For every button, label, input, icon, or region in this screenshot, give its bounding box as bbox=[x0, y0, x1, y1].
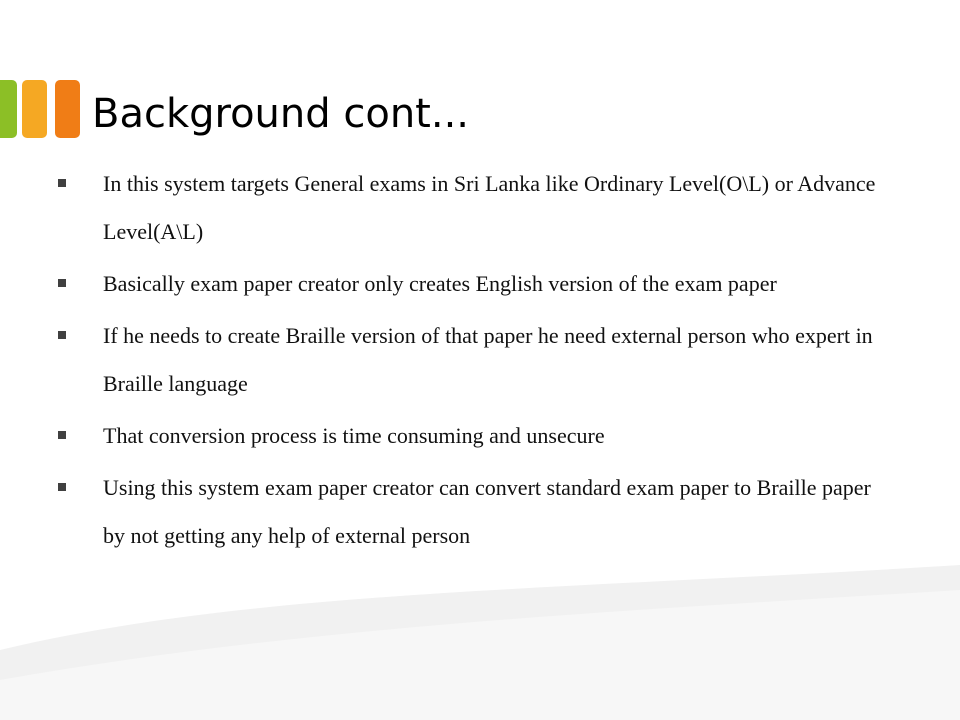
bullet-item bbox=[58, 464, 888, 560]
bullet-item bbox=[58, 312, 888, 408]
bullet-item bbox=[58, 412, 888, 460]
bullet-text: That conversion process is time consuming and unsecure bbox=[103, 423, 605, 448]
square-bullet-icon bbox=[58, 483, 66, 491]
bullet-list bbox=[58, 160, 888, 564]
accent-bar-yellow bbox=[22, 80, 47, 138]
bullet-item bbox=[58, 260, 888, 308]
bullet-item bbox=[58, 160, 888, 256]
bullet-text: Using this system exam paper creator can convert standard exam paper to Braille paper by not getting any help of external person bbox=[103, 475, 871, 548]
bullet-text: Basically exam paper creator only creates English version of the exam paper bbox=[103, 271, 777, 296]
accent-bar-orange bbox=[55, 80, 80, 138]
square-bullet-icon bbox=[58, 179, 66, 187]
bullet-text: If he needs to create Braille version of that paper he need external person who expert in Braille language bbox=[103, 323, 873, 396]
square-bullet-icon bbox=[58, 431, 66, 439]
square-bullet-icon bbox=[58, 331, 66, 339]
bullet-text: In this system targets General exams in Sri Lanka like Ordinary Level(O\L) or Advance Level(A\L) bbox=[103, 171, 876, 244]
square-bullet-icon bbox=[58, 279, 66, 287]
slide-title: Background cont... bbox=[92, 91, 469, 137]
accent-bar-green bbox=[0, 80, 17, 138]
title-accent-bars bbox=[0, 80, 90, 138]
